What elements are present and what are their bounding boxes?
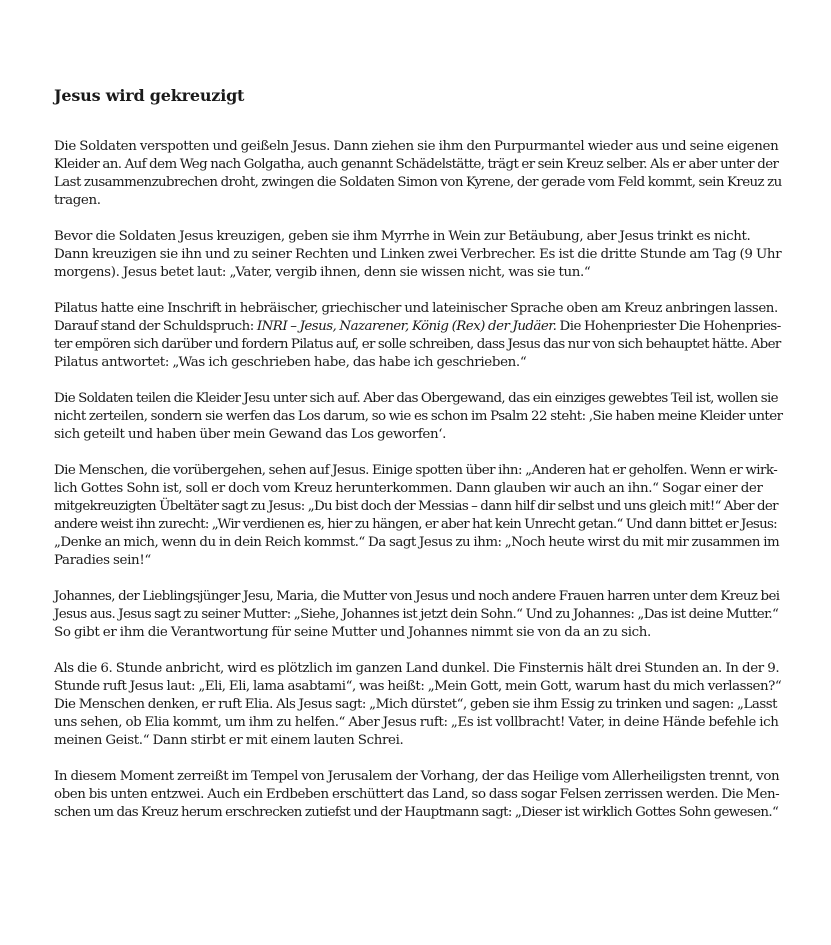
text-line: morgens). Jesus betet laut: „Vater, vergib ihnen, denn sie wissen nicht, was sie tun.“	[54, 265, 591, 280]
inscription-text: INRI – Jesus, Nazarener, König (Rex) der Judäer.	[256, 319, 557, 334]
paragraph-2	[54, 228, 782, 282]
text-line: lich Gottes Sohn ist, soll er doch vom Kreuz herunterkommen. Dann glauben wir auch an ihn.“ Sogar einer der	[54, 481, 763, 496]
text-line: „Denke an mich, wenn du in dein Reich kommst.“ Da sagt Jesus zu ihm: „Noch heute wirst du mit mir zusammen im	[54, 535, 780, 550]
text-line: sich geteilt und haben über mein Gewand das Los geworfen‘.	[54, 427, 447, 442]
page-title: Jesus wird gekreuzigt	[54, 86, 245, 105]
text-line: meinen Geist.“ Dann stirbt er mit einem lauten Schrei.	[54, 733, 404, 748]
paragraph-8	[54, 768, 782, 822]
text-line: Stunde ruft Jesus laut: „Eli, Eli, lama asabtami“, was heißt: „Mein Gott, mein Gott, warum hast du mich verlassen?“	[54, 679, 782, 694]
text-line: oben bis unten entzwei. Auch ein Erdbeben erschüttert das Land, so dass sogar Felsen zerrissen werden. Die Men-	[54, 787, 780, 802]
text-line: Bevor die Soldaten Jesus kreuzigen, geben sie ihm Myrrhe in Wein zur Betäubung, aber Jesus trinkt es nicht.	[54, 229, 751, 244]
text-line: schen um das Kreuz herum erschrecken zutiefst und der Hauptmann sagt: „Dieser ist wirklich Gottes Sohn gewesen.“	[54, 805, 779, 820]
paragraph-7	[54, 660, 782, 750]
text-line: Pilatus hatte eine Inschrift in hebräischer, griechischer und lateinischer Sprache oben am Kreuz anbringen lassen.	[54, 301, 778, 316]
text-line: Pilatus antwortet: „Was ich geschrieben habe, das habe ich geschrieben.“	[54, 355, 527, 370]
paragraph-4	[54, 390, 782, 444]
text-line: tragen.	[54, 193, 101, 208]
text-line: Als die 6. Stunde anbricht, wird es plötzlich im ganzen Land dunkel. Die Finsternis hält drei Stunden an. In der 9.	[54, 661, 780, 676]
paragraph-6	[54, 588, 782, 642]
text-line: Kleider an. Auf dem Weg nach Golgatha, auch genannt Schädelstätte, trägt er sein Kreuz selber. Als er aber unter der	[54, 157, 779, 172]
text-run: Darauf stand der Schuldspruch:	[54, 319, 257, 334]
text-line: nicht zerteilen, sondern sie werfen das Los darum, so wie es schon im Psalm 22 steht: ‚Sie haben meine Kleider unter	[54, 409, 783, 424]
text-line: mitgekreuzigten Übeltäter sagt zu Jesus: „Du bist doch der Messias – dann hilf dir selbst und uns gleich mit!“ Aber der	[54, 499, 778, 514]
text-line: andere weist ihn zurecht: „Wir verdienen es, hier zu hängen, er aber hat kein Unrecht getan.“ Und dann bittet er Jesus:	[54, 517, 777, 532]
text-line: Johannes, der Lieblingsjünger Jesu, Maria, die Mutter von Jesus und noch andere Frauen harren unter dem Kreuz bei	[54, 589, 780, 604]
text-run: Die Hohenpriester Die Hohenpries-	[556, 319, 781, 334]
paragraph-3	[54, 300, 782, 372]
text-line: Paradies sein!“	[54, 553, 151, 568]
paragraph-5	[54, 462, 782, 570]
text-line: Last zusammenzubrechen droht, zwingen die Soldaten Simon von Kyrene, der gerade vom Feld kommt, sein Kreuz zu	[54, 175, 782, 190]
text-line: Die Menschen, die vorübergehen, sehen auf Jesus. Einige spotten über ihn: „Anderen hat er geholfen. Wenn er wirk-	[54, 463, 778, 478]
text-line: Die Soldaten verspotten und geißeln Jesus. Dann ziehen sie ihm den Purpurmantel wieder aus und seine eigenen	[54, 139, 779, 154]
text-line: Jesus aus. Jesus sagt zu seiner Mutter: „Siehe, Johannes ist jetzt dein Sohn.“ Und zu Johannes: „Das ist deine Mutter.“	[54, 607, 779, 622]
document-page	[54, 86, 782, 840]
paragraph-1	[54, 138, 782, 210]
text-line: Die Menschen denken, er ruft Elia. Als Jesus sagt: „Mich dürstet“, geben sie ihm Essig zu trinken und sagen: „Lasst	[54, 697, 777, 712]
text-line: uns sehen, ob Elia kommt, um ihm zu helfen.“ Aber Jesus ruft: „Es ist vollbracht! Vater, in deine Hände befehle ich	[54, 715, 779, 730]
text-line: Die Soldaten teilen die Kleider Jesu unter sich auf. Aber das Obergewand, das ein einziges gewebtes Teil ist, wollen sie	[54, 391, 778, 406]
text-line: So gibt er ihm die Verantwortung für seine Mutter und Johannes nimmt sie von da an zu sich.	[54, 625, 651, 640]
text-line: ter empören sich darüber und fordern Pilatus auf, er solle schreiben, dass Jesus das nur von sich behauptet hätte. Aber	[54, 337, 781, 352]
text-line: In diesem Moment zerreißt im Tempel von Jerusalem der Vorhang, der das Heilige vom Allerheiligsten trennt, von	[54, 769, 780, 784]
text-line	[54, 318, 782, 336]
text-line: Dann kreuzigen sie ihn und zu seiner Rechten und Linken zwei Verbrecher. Es ist die dritte Stunde am Tag (9 Uhr	[54, 247, 782, 262]
